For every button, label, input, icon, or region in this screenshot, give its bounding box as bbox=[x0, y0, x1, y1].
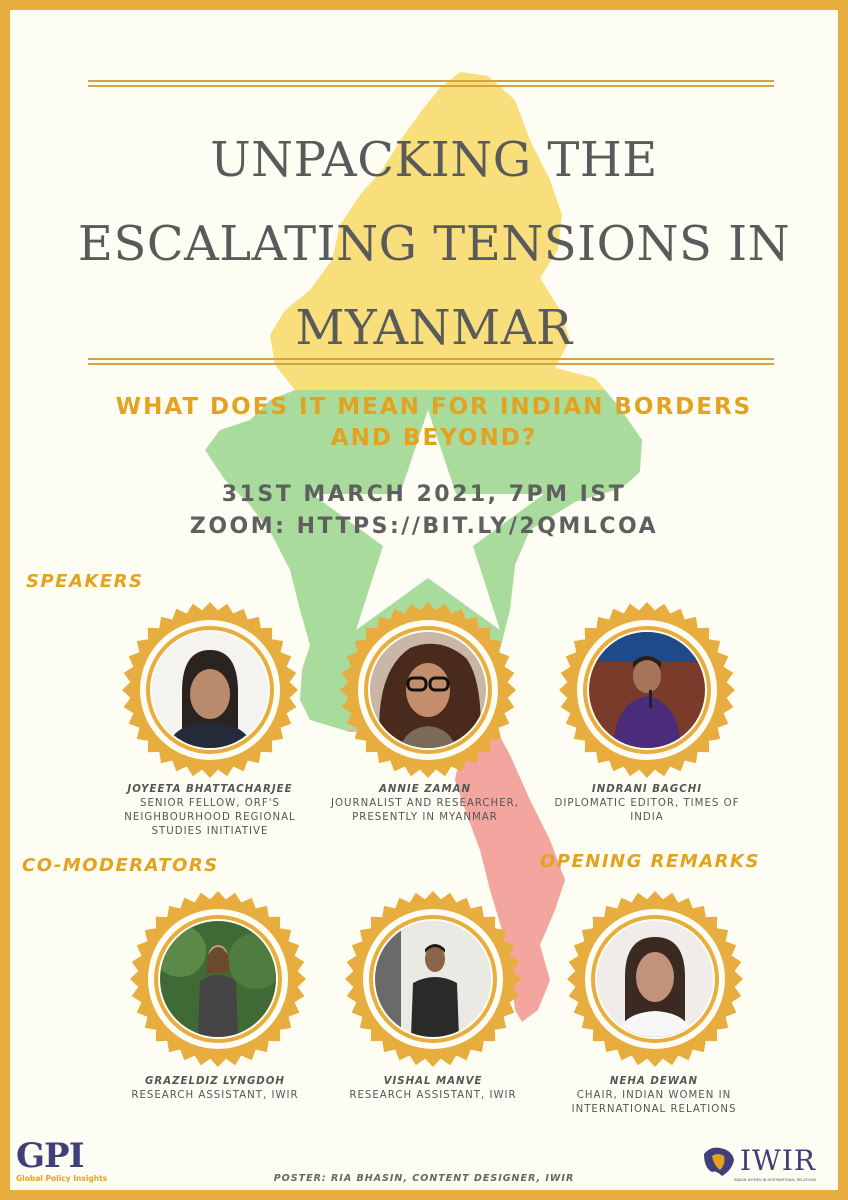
speaker-badge-1 bbox=[120, 600, 300, 780]
avatar-icon bbox=[589, 632, 705, 748]
poster-title bbox=[30, 118, 838, 370]
opening-caption bbox=[549, 1075, 759, 1117]
avatar-icon bbox=[597, 921, 713, 1037]
speaker-photo-3 bbox=[589, 632, 705, 748]
speakers-heading: SPEAKERS bbox=[26, 571, 144, 592]
speaker-badge-3 bbox=[557, 600, 737, 780]
opening-remarks-heading: OPENING REMARKS bbox=[540, 851, 760, 872]
person-role: DIPLOMATIC EDITOR, TIMES OF bbox=[554, 798, 740, 809]
speaker-caption-2 bbox=[320, 783, 530, 825]
speaker-photo-2 bbox=[370, 632, 486, 748]
avatar-icon bbox=[370, 632, 486, 748]
subtitle-line-2: AND BEYOND? bbox=[330, 425, 538, 451]
speaker-photo-1 bbox=[152, 632, 268, 748]
person-role: INTERNATIONAL RELATIONS bbox=[571, 1104, 737, 1115]
iwir-logo-text: IWIR bbox=[740, 1144, 816, 1177]
avatar-icon bbox=[375, 921, 491, 1037]
person-name: JOYEETA BHATTACHARJEE bbox=[127, 784, 293, 795]
speaker-caption-1 bbox=[105, 783, 315, 839]
gpi-logo-subtitle: Global Policy Insights bbox=[16, 1174, 108, 1183]
person-name: NEHA DEWAN bbox=[609, 1076, 699, 1087]
speaker-caption-3 bbox=[542, 783, 752, 825]
title-line-2: ESCALATING TENSIONS IN bbox=[77, 216, 791, 272]
moderator-photo-2 bbox=[375, 921, 491, 1037]
person-role: CHAIR, INDIAN WOMEN IN bbox=[576, 1090, 732, 1101]
opening-badge bbox=[565, 889, 745, 1069]
poster-subtitle bbox=[70, 392, 798, 454]
poster-credit: POSTER: RIA BHASIN, CONTENT DESIGNER, IWIR bbox=[273, 1173, 575, 1184]
person-name: GRAZELDIZ LYNGDOH bbox=[145, 1076, 285, 1087]
person-role: RESEARCH ASSISTANT, IWIR bbox=[131, 1090, 299, 1101]
person-name: ANNIE ZAMAN bbox=[378, 784, 472, 795]
moderator-caption-1 bbox=[110, 1075, 320, 1103]
person-role: JOURNALIST AND RESEARCHER, bbox=[331, 798, 519, 809]
moderator-badge-2 bbox=[343, 889, 523, 1069]
speaker-badge-2 bbox=[338, 600, 518, 780]
person-name: INDRANI BAGCHI bbox=[591, 784, 703, 795]
event-date: 31ST MARCH 2021, 7PM IST bbox=[221, 482, 627, 507]
person-role: SENIOR FELLOW, ORF'S bbox=[140, 798, 280, 809]
person-name: VISHAL MANVE bbox=[383, 1076, 483, 1087]
subtitle-line-1: WHAT DOES IT MEAN FOR INDIAN BORDERS bbox=[115, 394, 753, 420]
zoom-link[interactable]: ZOOM: HTTPS://BIT.LY/2QMLCOA bbox=[189, 514, 659, 539]
comoderators-heading: CO-MODERATORS bbox=[22, 855, 219, 876]
title-line-3: MYANMAR bbox=[295, 300, 573, 356]
title-line-1: UNPACKING THE bbox=[210, 132, 658, 188]
avatar-icon bbox=[160, 921, 276, 1037]
moderator-badge-1 bbox=[128, 889, 308, 1069]
opening-photo bbox=[597, 921, 713, 1037]
person-role: PRESENTLY IN MYANMAR bbox=[352, 812, 498, 823]
person-role: INDIA bbox=[630, 812, 664, 823]
moderator-photo-1 bbox=[160, 921, 276, 1037]
person-role: RESEARCH ASSISTANT, IWIR bbox=[349, 1090, 517, 1101]
avatar-icon bbox=[152, 632, 268, 748]
iwir-logo-subtitle: INDIAN WOMEN IN INTERNATIONAL RELATIONS bbox=[734, 1178, 817, 1182]
top-rule bbox=[88, 80, 774, 87]
moderator-caption-2 bbox=[328, 1075, 538, 1103]
gpi-logo-text: GPI bbox=[16, 1136, 84, 1176]
person-role: STUDIES INITIATIVE bbox=[151, 826, 269, 837]
poster bbox=[10, 10, 838, 1190]
person-role: NEIGHBOURHOOD REGIONAL bbox=[124, 812, 296, 823]
